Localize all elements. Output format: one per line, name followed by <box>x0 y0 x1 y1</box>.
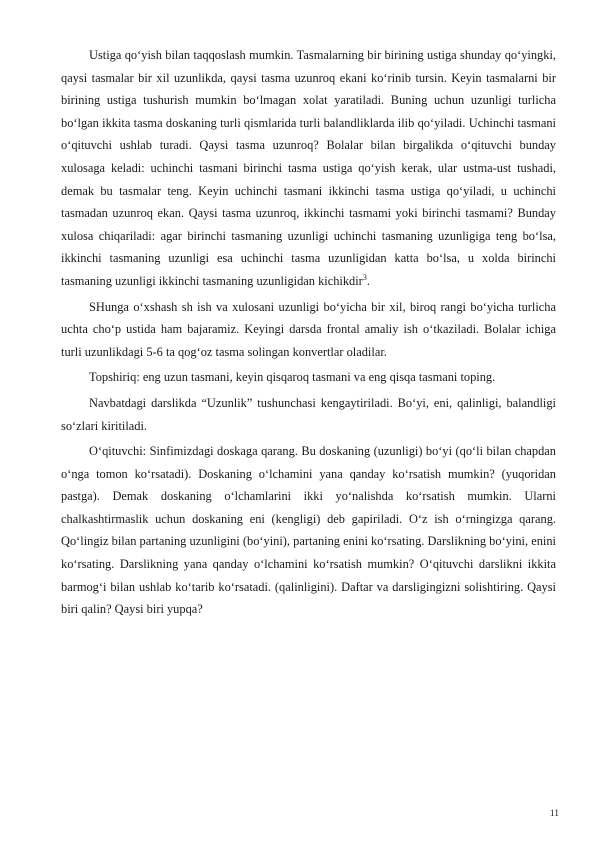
paragraph-3-task: Topshiriq: eng uzun tasmani, keyin qisqaroq tasmani va eng qisqa tasmani toping. <box>89 370 496 385</box>
footnote-marker[interactable]: 3 <box>362 272 367 282</box>
paragraph-2: SHunga o‘xshash sh ish va xulosani uzunligi bo‘yicha bir xil, biroq rangi bo‘yicha turlicha uchta cho‘p ustida ham bajaramiz. Keyingi darsda frontal amaliy ish o‘tkaziladi. Bolalar ichiga turli uzunlikdagi 5-6 ta qog‘oz tasma solingan konvertlar oladilar. <box>61 299 556 359</box>
paragraph-1 <box>61 44 556 293</box>
paragraph-1-text: Ustiga qo‘yish bilan taqqoslash mumkin. Tasmalarning bir birining ustiga shunday qo‘yingki, qaysi tasmalar bir xil uzunlikda, qaysi tasma uzunroq ekani ko‘rinib tursin. Keyin tasmalarni bir birining ustiga tushurish mumkin bo‘lmagan xolat yaratiladi. Buning uchun uzunligi turlicha bo‘lgan ikkita tasma doskaning turli qismlarida turli balandliklarda ilib qo‘yiladi. Uchinchi tasmani o‘qituvchi ushlab turadi. Qaysi tasma uzunroq? Bolalar bilan birgalikda o‘qituvchi bunday xulosaga keladi: uchinchi tasmani birinchi tasma ustiga qo‘yish kerak, ular ustma-ust tushadi, demak bu tasmalar teng. Keyin uchinchi tasmani ikkinchi tasma ustiga qo‘yiladi, u uchinchi tasmadan uzunroq ekan. Qaysi tasma uzunroq, ikkinchi tasmami yoki birinchi tasmami? Bunday xulosa chiqariladi: agar birinchi tasmaning uzunligi uchinchi tasmaning uzunligiga teng bo‘lsa, ikkinchi tasmaning uzunligi esa uchinchi tasma uzunligidan katta bo‘lsa, u xolda birinchi tasmaning uzunligi ikkinchi tasmaning uzunligidan kichikdir <box>61 48 556 288</box>
paragraph-5: O‘qituvchi: Sinfimizdagi doskaga qarang. Bu doskaning (uzunligi) bo‘yi (qo‘li bilan chapdan o‘nga tomon ko‘rsatadi). Doskaning o‘lchamini yana qanday ko‘rsatish mumkin? (yuqoridan pastga). Demak doskaning o‘lchamlarini ikki yo‘nalishda ko‘rsatish mumkin. Ularni chalkashtirmaslik uchun doskaning eni (kengligi) deb gapiriladi. O‘z ish o‘rningizga qarang. Qo‘lingiz bilan partaning uzunligini (bo‘yini), partaning enini ko‘rsating. Darslikning bo‘yini, enini ko‘rsating. Darslikning yana qanday o‘lchamini ko‘rsatish mumkin? O‘qituvchi darslikni ikkita barmog‘i bilan ushlab ko‘tarib ko‘rsatadi. (qalinligini). Daftar va darsligingizni solishtiring. Qaysi biri qalin? Qaysi biri yupqa? <box>61 444 556 617</box>
paragraph-4: Navbatdagi darslikda “Uzunlik” tushunchasi kengaytiriladi. Bo‘yi, eni, qalinligi, balandligi so‘zlari kiritiladi. <box>61 395 556 433</box>
page-number: 11 <box>549 809 559 819</box>
paragraph-1-tail: . <box>366 273 370 288</box>
page-body <box>61 44 556 624</box>
